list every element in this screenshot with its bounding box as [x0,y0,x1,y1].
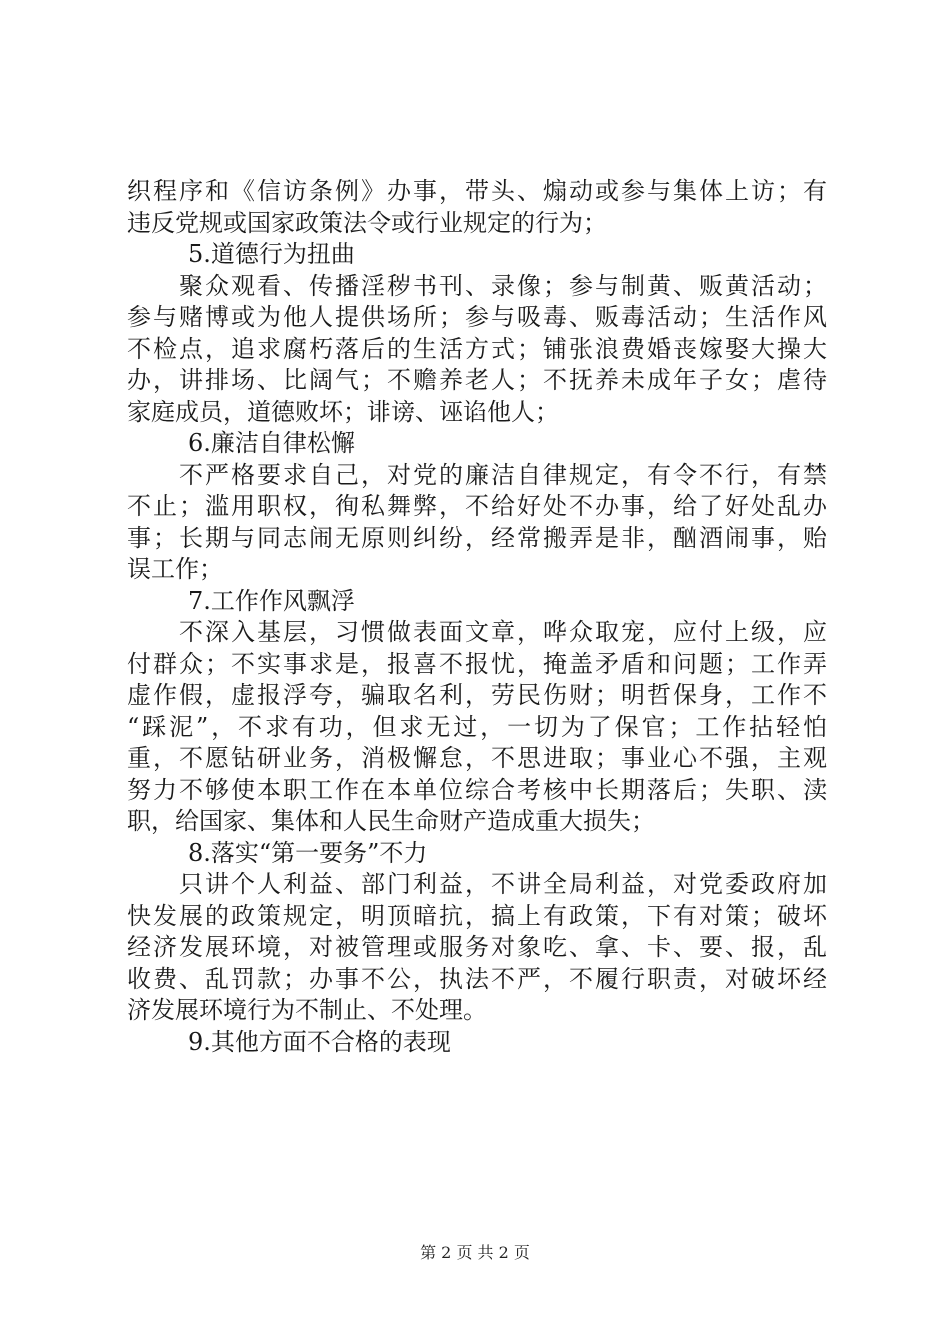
text-line: 不检点，追求腐朽落后的生活方式；铺张浪费婚丧嫁娶大操大 [127,334,827,363]
text-line: 快发展的政策规定，明顶暗抗，搞上有政策，下有对策；破坏 [127,901,827,930]
text-line: 重，不愿钻研业务，消极懈怠，不思进取；事业心不强，主观 [127,744,827,772]
text-line: 误工作； [127,555,223,583]
text-line: 收费、乱罚款；办事不公，执法不严，不履行职责，对破坏经 [127,964,827,993]
document-body [127,176,827,1058]
text-line: 办，讲排场、比阔气；不赡养老人；不抚养未成年子女；虐待 [127,366,827,394]
text-line: 付群众；不实事求是，报喜不报忧，掩盖矛盾和问题；工作弄 [127,649,827,678]
page-number-label: 第 2 页 共 2 页 [420,1243,530,1262]
text-line: “踩泥”，不求有功，但求无过，一切为了保官；工作拈轻怕 [127,712,827,741]
section-8 [127,838,827,1027]
section-heading: 8.落实“第一要务”不力 [188,838,428,867]
section-9 [127,1027,827,1059]
text-line: 经济发展环境，对被管理或服务对象吃、拿、卡、要、报，乱 [127,933,827,961]
section-heading: 6.廉洁自律松懈 [188,429,355,457]
text-line: 违反党规或国家政策法令或行业规定的行为； [127,208,607,237]
text-line: 不止；滥用职权，徇私舞弊，不给好处不办事，给了好处乱办 [127,492,827,520]
text-line: 职，给国家、集体和人民生命财产造成重大损失； [127,807,655,835]
text-line: 参与赌博或为他人提供场所；参与吸毒、贩毒活动；生活作风 [127,303,827,331]
text-line: 织程序和《信访条例》办事，带头、煽动或参与集体上访；有 [127,177,827,205]
continuation-paragraph [127,176,827,239]
section-7 [127,586,827,838]
section-heading: 5.道德行为扭曲 [188,240,355,268]
section-5 [127,239,827,428]
section-heading: 7.工作作风飘浮 [188,586,355,615]
text-line: 事；长期与同志闹无原则纠纷，经常搬弄是非，酗酒闹事，贻 [127,523,827,552]
text-line: 不严格要求自己，对党的廉洁自律规定，有令不行，有禁 [179,460,827,489]
text-line: 只讲个人利益、部门利益，不讲全局利益，对党委政府加 [179,870,827,898]
text-line: 家庭成员，道德败坏；诽谤、诬谄他人； [127,397,559,426]
text-line: 聚众观看、传播淫秽书刊、录像；参与制黄、贩黄活动； [179,271,827,300]
section-6 [127,428,827,586]
section-heading: 9.其他方面不合格的表现 [188,1027,451,1056]
text-line: 虚作假，虚报浮夸，骗取名利，劳民伤财；明哲保身，工作不 [127,681,827,709]
text-line: 济发展环境行为不制止、不处理。 [127,996,487,1024]
text-line: 努力不够使本职工作在本单位综合考核中长期落后；失职、渎 [127,775,827,804]
page-footer [0,1243,950,1263]
text-line: 不深入基层，习惯做表面文章，哗众取宠，应付上级，应 [179,618,827,646]
